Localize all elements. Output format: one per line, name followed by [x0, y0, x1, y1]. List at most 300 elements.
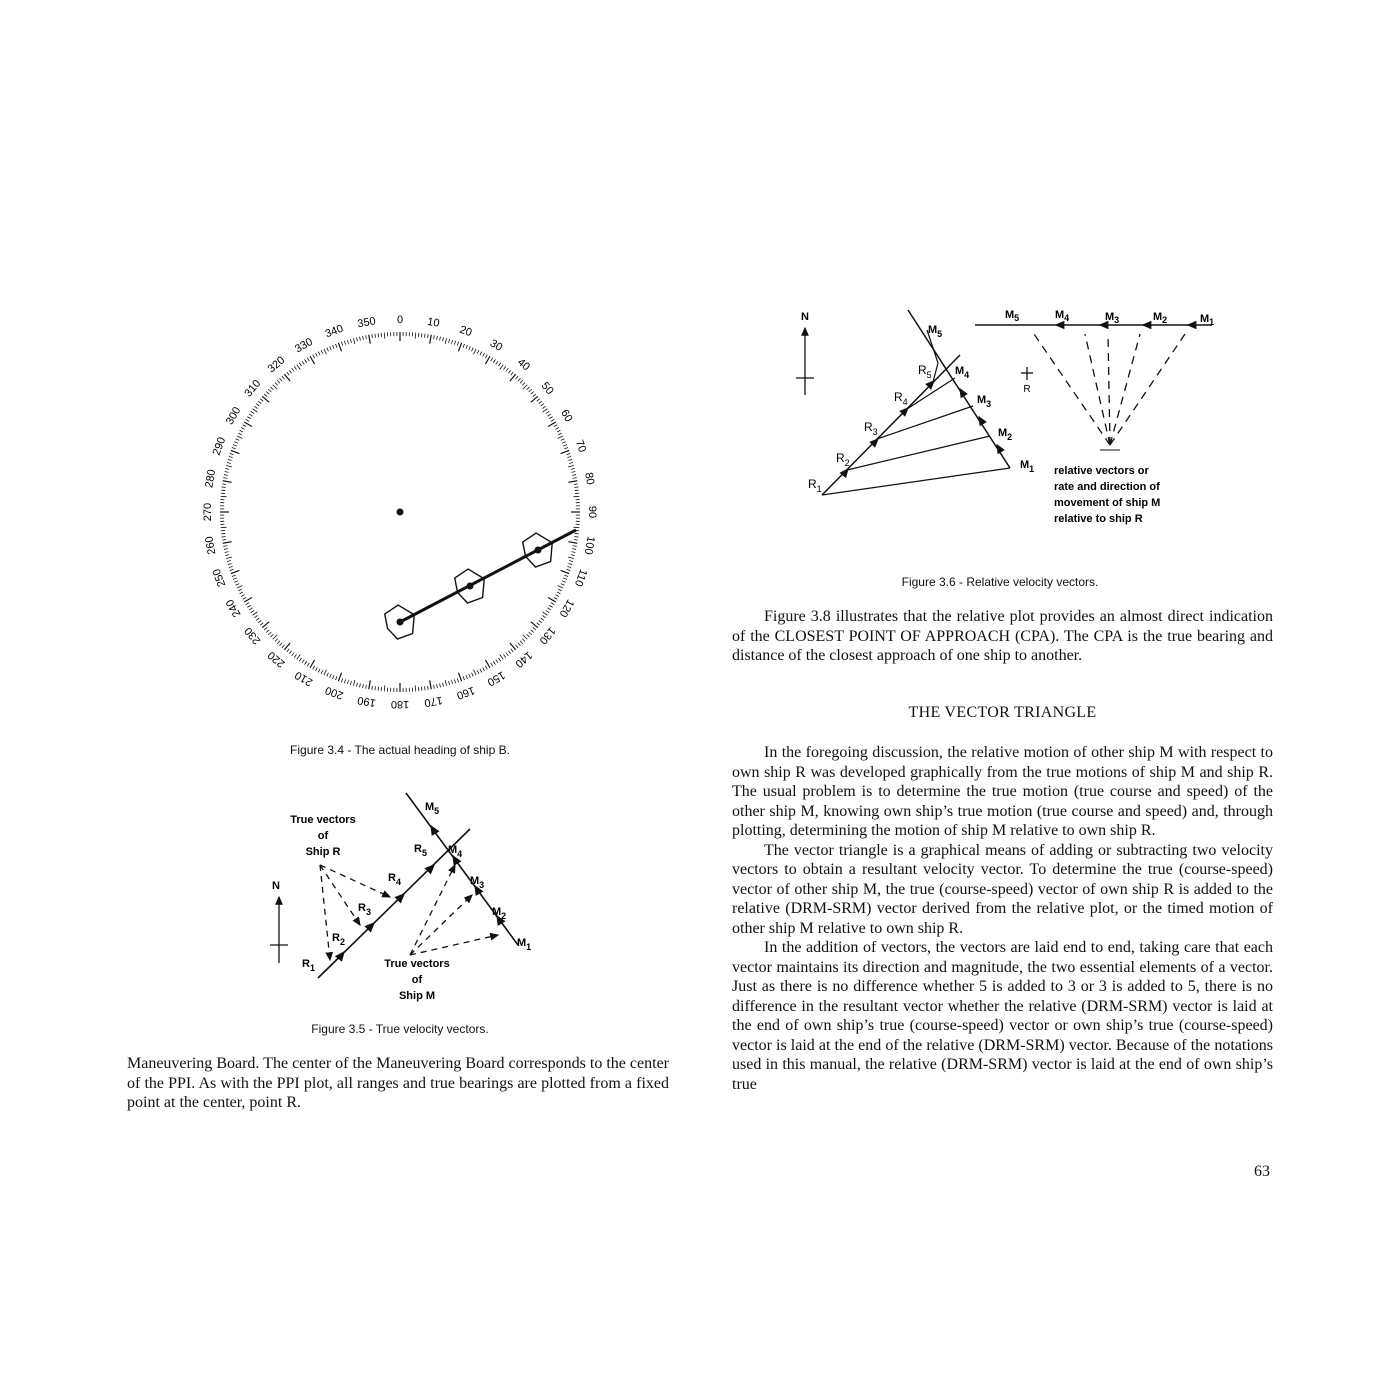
compass-tick — [437, 684, 438, 688]
compass-tick — [289, 651, 291, 654]
compass-tick — [299, 658, 301, 661]
compass-tick — [254, 615, 257, 617]
north-label-2: N — [801, 311, 809, 323]
compass-degree-label: 250 — [210, 567, 229, 589]
compass-tick — [238, 433, 242, 435]
compass-tick — [568, 557, 574, 559]
compass-tick — [430, 680, 432, 689]
compass-tick — [273, 635, 277, 639]
compass-tick — [234, 581, 238, 583]
compass-tick — [503, 654, 505, 657]
compass-tick — [529, 389, 532, 392]
compass-tick — [344, 679, 345, 683]
compass-tick — [500, 365, 503, 370]
compass-tick — [247, 417, 250, 419]
compass-tick — [347, 680, 348, 684]
compass-tick — [227, 462, 231, 463]
compass-degree-label: 230 — [242, 624, 264, 647]
compass-tick — [268, 632, 271, 635]
true-vectors-r-line-3: Ship R — [305, 846, 341, 858]
compass-tick — [496, 361, 498, 364]
paragraph-2: The vector triangle is a graphical means of adding or subtracting two velocity vectors to obtain a resultant velocity vector. To determine the true (course-speed) vector of other ship M, the true (course-speed) vector of own ship R is added to the relative (DRM-SRM) vector derived from the relative plot, or the timed motion of other ship M relative to own ship R. — [732, 841, 1273, 937]
compass-tick — [222, 484, 226, 485]
compass-tick — [271, 387, 274, 390]
compass-tick — [472, 348, 474, 352]
compass-tick — [256, 404, 259, 406]
compass-tick — [572, 549, 576, 550]
compass-tick — [327, 673, 329, 677]
compass-tick — [318, 352, 320, 356]
compass-tick — [258, 620, 261, 622]
compass-tick — [543, 612, 548, 615]
compass-tick — [347, 340, 348, 344]
compass-tick — [546, 610, 549, 612]
compass-tick — [458, 673, 461, 681]
left-column-paragraph: Maneuvering Board. The center of the Maneuvering Board corresponds to the center of the PPI. As with the PPI plot, all ranges and true bearings are plotted from a fixed point at the center, point R. — [127, 1055, 669, 1111]
compass-degree-label: 210 — [293, 668, 315, 689]
compass-tick — [277, 641, 280, 644]
compass-tick — [518, 643, 521, 646]
compass-tick — [260, 399, 263, 402]
m3-label: $M_3$ — [470, 875, 485, 890]
compass-tick — [573, 478, 577, 479]
compass-tick — [457, 678, 458, 682]
compass-tick — [222, 540, 226, 541]
top-m1-label: $M_1$ — [1200, 313, 1215, 327]
compass-tick — [223, 478, 227, 479]
compass-tick — [451, 340, 452, 344]
compass-tick — [333, 345, 334, 349]
compass-tick — [498, 658, 500, 661]
compass-degree-label: 330 — [293, 335, 315, 356]
compass-tick — [254, 406, 257, 408]
compass-tick — [338, 673, 341, 681]
compass-tick — [555, 595, 559, 597]
compass-tick — [562, 581, 566, 583]
compass-tick — [508, 651, 510, 654]
compass-tick — [240, 592, 244, 594]
compass-tick — [321, 350, 323, 354]
compass-tick — [246, 419, 249, 421]
compass-tick — [231, 450, 239, 453]
compass-tick — [563, 578, 567, 579]
compass-tick — [372, 334, 373, 338]
compass-tick — [493, 359, 495, 362]
page-number: 63 — [1254, 1163, 1270, 1180]
compass-tick — [483, 353, 485, 357]
compass-tick — [225, 552, 229, 553]
compass-tick — [531, 630, 534, 633]
compass-tick — [327, 348, 329, 352]
compass-tick — [223, 546, 227, 547]
compass-tick — [229, 566, 233, 567]
compass-tick — [249, 414, 252, 416]
compass-tick — [546, 411, 549, 413]
compass-tick — [539, 620, 542, 622]
compass-tick — [520, 380, 523, 383]
compass-tick — [491, 358, 493, 361]
compass-tick — [454, 341, 455, 345]
compass-tick — [375, 334, 376, 338]
top-m2-label: $M_2$ — [1153, 311, 1168, 325]
compass-tick — [567, 456, 571, 457]
compass-tick — [324, 670, 327, 675]
compass-tick — [558, 589, 562, 591]
compass-tick — [572, 475, 576, 476]
section-heading: THE VECTOR TRIANGLE — [908, 704, 1097, 721]
compass-tick — [264, 394, 267, 397]
compass-tick — [353, 338, 355, 344]
compass-tick — [307, 663, 309, 666]
compass-tick — [237, 436, 242, 439]
compass-tick — [443, 683, 444, 687]
ship-symbol-2 — [450, 564, 491, 606]
compass-tick — [234, 442, 238, 444]
compass-tick — [557, 430, 561, 432]
compass-tick — [266, 630, 269, 633]
compass-tick — [522, 639, 525, 642]
compass-tick — [561, 584, 565, 586]
compass-degree-label: 350 — [356, 315, 377, 331]
compass-degree-label: 280 — [203, 468, 219, 489]
ship-symbol-3 — [518, 528, 559, 570]
compass-tick — [503, 366, 505, 369]
compass-tick — [305, 359, 307, 362]
compass-tick — [566, 569, 570, 570]
compass-tick — [287, 372, 290, 375]
compass-tick — [480, 669, 482, 673]
north-label: N — [272, 880, 280, 892]
compass-tick — [360, 337, 361, 341]
compass-tick — [515, 376, 518, 379]
compass-tick — [227, 561, 231, 562]
r3-label: $R_3$ — [358, 902, 371, 917]
compass-tick — [430, 335, 432, 344]
compass-tick — [434, 335, 435, 339]
compass-tick — [228, 563, 232, 564]
compass-tick — [496, 660, 498, 663]
compass-tick — [440, 337, 441, 341]
note-line-4: relative to ship R — [1054, 513, 1143, 525]
compass-tick — [253, 612, 258, 615]
compass-tick — [561, 439, 565, 441]
compass-tick — [228, 459, 232, 460]
figure-3-4-caption: Figure 3.4 - The actual heading of ship B. — [290, 743, 510, 757]
compass-tick — [506, 368, 508, 371]
note-line-3: movement of ship M — [1054, 497, 1161, 509]
compass-tick — [554, 597, 557, 599]
compass-tick — [558, 586, 563, 589]
compass-tick — [258, 401, 261, 403]
compass-degree-label: 10 — [426, 315, 441, 330]
compass-tick — [434, 685, 435, 689]
figure-3-5-caption: Figure 3.5 - True velocity vectors. — [311, 1022, 489, 1036]
compass-tick — [226, 557, 232, 559]
compass-tick — [445, 338, 447, 344]
compass-degree-label: 270 — [201, 502, 214, 522]
compass-tick — [574, 484, 578, 485]
compass-tick — [302, 660, 304, 663]
compass-tick — [280, 643, 283, 646]
compass-degree-label: 220 — [265, 648, 288, 670]
r2-label: $R_2$ — [332, 932, 345, 947]
compass-tick — [500, 655, 503, 660]
compass-tick — [236, 584, 240, 586]
compass-tick — [424, 334, 425, 338]
compass-tick — [527, 387, 530, 390]
compass-tick — [315, 353, 317, 357]
compass-degree-label: 190 — [356, 693, 377, 709]
compass-tick — [557, 592, 561, 594]
compass-tick — [305, 661, 307, 664]
compass-tick — [561, 570, 569, 573]
compass-tick — [273, 385, 277, 389]
compass-tick — [485, 355, 487, 358]
true-vectors-m-line-1: True vectors — [384, 958, 450, 970]
compass-tick — [363, 684, 364, 688]
compass-tick — [531, 392, 534, 395]
compass-degree-label: 240 — [223, 597, 244, 619]
compass-tick — [294, 654, 296, 657]
r1-label-2: $R_1$ — [808, 477, 822, 494]
compass-degree-label: 180 — [390, 698, 410, 711]
ship-m-track — [406, 793, 518, 945]
compass-tick — [299, 363, 301, 366]
compass-tick — [256, 618, 259, 620]
compass-tick — [564, 447, 568, 448]
compass-tick — [289, 370, 291, 373]
compass-tick — [223, 481, 232, 483]
compass-tick — [469, 674, 471, 678]
figure-3-5-diagram — [260, 785, 550, 1010]
compass-tick — [232, 447, 236, 448]
compass-tick — [229, 456, 233, 457]
r1-label: $R_1$ — [302, 958, 315, 973]
compass-tick — [463, 344, 464, 348]
compass-degree-label: 320 — [265, 354, 288, 376]
compass-tick — [350, 339, 351, 343]
compass-tick — [302, 361, 304, 364]
compass-tick — [437, 336, 438, 340]
compass-tick — [569, 462, 573, 463]
compass-degree-label: 140 — [512, 648, 535, 670]
compass-tick — [231, 570, 239, 573]
compass-tick — [313, 666, 315, 669]
compass-tick — [233, 445, 237, 446]
compass-tick — [341, 342, 342, 346]
compass-tick — [415, 685, 416, 691]
compass-degree-label: 100 — [581, 535, 597, 556]
compass-tick — [428, 334, 429, 338]
compass-tick — [537, 623, 540, 626]
compass-tick — [271, 634, 274, 637]
compass-tick — [506, 653, 508, 656]
compass-tick — [243, 425, 246, 427]
compass-tick — [454, 679, 455, 683]
top-m4-label: $M_4$ — [1055, 309, 1070, 323]
compass-tick — [233, 578, 237, 579]
compass-tick — [548, 608, 551, 610]
compass-degree-label: 200 — [323, 683, 345, 702]
figure-3-6-diagram — [790, 300, 1230, 540]
ship-symbol-1 — [380, 600, 421, 642]
compass-tick — [457, 342, 458, 346]
paragraph-1: In the foregoing discussion, the relative motion of other ship M with respect to own ship R was developed graphically from the true motions of ship M and ship R. The usual problem is to determine the true motion (true course and speed) of the other ship M, knowing own ship’s true motion (true course and speed) and, through plotting, determining the motion of ship M relative to own ship R. — [732, 744, 1273, 839]
compass-tick — [280, 378, 283, 381]
compass-tick — [225, 468, 229, 469]
compass-tick — [558, 436, 563, 439]
compass-tick — [529, 632, 532, 635]
compass-tick — [563, 445, 567, 446]
compass-tick — [527, 634, 530, 637]
compass-tick — [522, 383, 525, 386]
compass-degree-label: 60 — [558, 407, 575, 425]
compass-tick — [335, 676, 336, 680]
compass-tick — [226, 465, 232, 467]
compass-tick — [241, 427, 245, 429]
compass-tick — [573, 546, 577, 547]
true-vectors-r-line-2: of — [317, 830, 329, 842]
compass-tick — [551, 419, 554, 421]
compass-tick — [335, 344, 336, 348]
m2-label: $M_2$ — [492, 906, 507, 921]
compass-tick — [562, 442, 566, 444]
compass-tick — [369, 680, 371, 689]
compass-tick — [292, 368, 294, 371]
m4-label-2: $M_4$ — [955, 365, 970, 380]
note-line-1: relative vectors or — [1054, 465, 1149, 477]
compass-degree-label: 80 — [582, 471, 597, 486]
compass-degree-label: 160 — [455, 683, 477, 702]
compass-tick — [574, 487, 578, 488]
compass-tick — [508, 370, 510, 373]
compass-tick — [543, 409, 548, 412]
compass-tick — [307, 358, 309, 361]
compass-tick — [558, 433, 562, 435]
compass-tick — [356, 683, 357, 687]
compass-tick — [292, 653, 294, 656]
compass-tick — [356, 337, 357, 341]
compass-tick — [251, 411, 254, 413]
compass-tick — [223, 542, 232, 544]
compass-tick — [277, 380, 280, 383]
compass-degree-label: 40 — [514, 356, 533, 374]
compass-tick — [548, 414, 551, 416]
compass-tick — [566, 453, 570, 454]
compass-degree-label: 300 — [223, 405, 244, 427]
compass-degree-label: 120 — [556, 597, 577, 619]
compass-degree-label: 90 — [586, 505, 599, 519]
r4-label-2: $R_4$ — [894, 390, 908, 407]
compass-degree-label: 150 — [485, 668, 507, 689]
compass-tick — [573, 496, 579, 497]
figure-3-6-caption: Figure 3.6 - Relative velocity vectors. — [901, 575, 1099, 589]
compass-tick — [260, 623, 263, 626]
compass-tick — [353, 680, 355, 686]
compass-tick — [222, 536, 226, 537]
compass-tick — [483, 667, 485, 671]
right-column-cpa-paragraph: Figure 3.8 illustrates that the relative plot provides an almost direct indication of the CLOSEST POINT OF APPROACH (CPA). The CPA is the true bearing and distance of the closest approach of one ship to another. — [732, 608, 1273, 664]
compass-tick — [384, 333, 385, 339]
compass-tick — [523, 385, 527, 389]
compass-tick — [477, 350, 479, 354]
compass-tick — [236, 439, 240, 441]
r2-label-2: $R_2$ — [836, 451, 850, 468]
compass-tick — [555, 427, 559, 429]
note-line-2: rate and direction of — [1054, 481, 1160, 493]
compass-tick — [232, 575, 236, 576]
m3-label-2: $M_3$ — [977, 394, 992, 409]
compass-tick — [415, 333, 416, 339]
own-ship-center-dot — [397, 509, 404, 516]
r4-label: $R_4$ — [388, 872, 401, 887]
compass-tick — [520, 641, 523, 644]
top-m5-label: $M_5$ — [1005, 309, 1020, 323]
compass-degree-label: 260 — [203, 535, 219, 556]
compass-tick — [251, 610, 254, 612]
compass-tick — [568, 542, 577, 544]
compass-tick — [491, 663, 493, 666]
compass-tick — [297, 365, 300, 370]
compass-tick — [571, 468, 575, 469]
compass-tick — [523, 635, 527, 639]
compass-tick — [573, 527, 579, 528]
compass-tick — [568, 465, 574, 467]
compass-tick — [549, 605, 552, 607]
compass-tick — [225, 472, 229, 473]
ship-r-track-2 — [822, 355, 960, 495]
true-vectors-r-line-1: True vectors — [290, 814, 356, 826]
compass-tick — [480, 352, 482, 356]
compass-tick — [474, 349, 477, 354]
compass-tick — [571, 555, 575, 556]
compass-tick — [275, 639, 278, 642]
r3-label-2: $R_3$ — [864, 420, 878, 437]
compass-tick — [225, 555, 229, 556]
compass-tick — [466, 675, 467, 679]
compass-tick — [224, 475, 228, 476]
figure-3-4-compass — [180, 290, 620, 730]
compass-tick — [541, 618, 544, 620]
compass-tick — [568, 563, 572, 564]
compass-tick — [451, 680, 452, 684]
compass-tick — [466, 345, 467, 349]
compass-tick — [321, 670, 323, 674]
compass-tick — [485, 666, 487, 669]
compass-tick — [350, 681, 351, 685]
compass-tick — [266, 392, 269, 395]
compass-tick — [469, 346, 471, 350]
m1-label-2: $M_1$ — [1020, 459, 1035, 474]
compass-degree-label: 70 — [572, 438, 589, 455]
compass-tick — [375, 686, 376, 690]
compass-tick — [533, 394, 536, 397]
compass-tick — [564, 575, 568, 576]
compass-tick — [449, 339, 450, 343]
compass-tick — [230, 453, 234, 454]
compass-tick — [567, 566, 571, 567]
compass-tick — [474, 670, 477, 675]
compass-tick — [243, 597, 246, 599]
heading-line — [400, 530, 576, 622]
compass-tick — [472, 673, 474, 677]
compass-tick — [440, 683, 441, 687]
compass-tick — [554, 425, 557, 427]
compass-tick — [549, 417, 552, 419]
m1-label: $M_1$ — [517, 937, 532, 952]
compass-tick — [363, 336, 364, 340]
compass-tick — [568, 481, 577, 483]
